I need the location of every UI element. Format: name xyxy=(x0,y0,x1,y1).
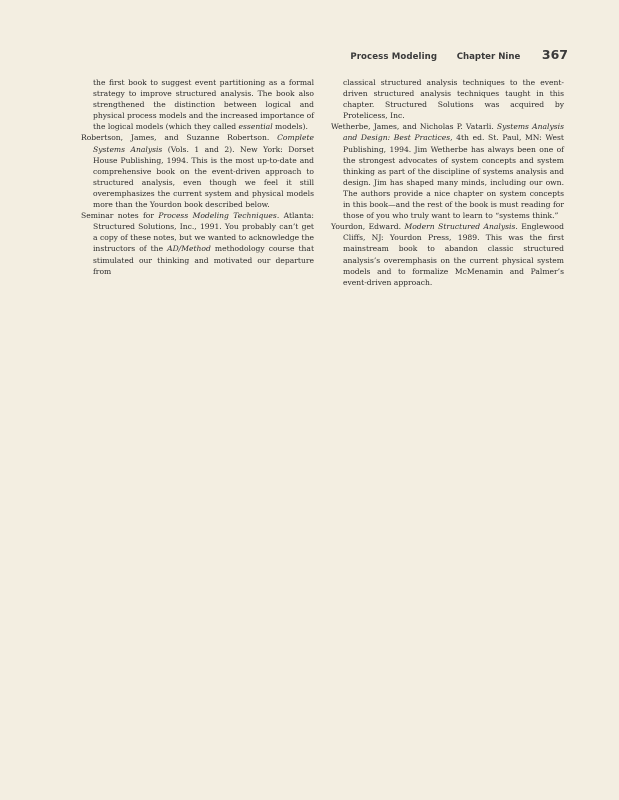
reference-entry-robertson: Robertson, James, and Suzanne Robertson. Complete Systems Analysis (Vols. 1 and 2). New York: Dorset House Publishing, 1994. This is the most up-to-date and comprehensive book on the event-driven approach to structured analysis, even though we feel it still overemphasizes the current system and physical models more than the Yourdon book described below. xyxy=(81,133,314,210)
reference-entry-yourdon: Yourdon, Edward. Modern Structured Analysis. Englewood Cliffs, NJ: Yourdon Press, 1989. This was the first mainstream book to abandon classic structured analysis’s overemphasis on the current physical system models and to formalize McMenamin and Palmer’s event-driven approach. xyxy=(331,222,564,287)
reference-continuation: the first book to suggest event partitioning as a formal strategy to improve structured analysis. The book also strengthened the distinction between logical and physical process models and the increased importance of the logical models (which they called essential models). xyxy=(93,78,315,132)
reference-entry-wetherbe: Wetherbe, James, and Nicholas P. Vatarli. Systems Analysis and Design: Best Practices, 4th ed. St. Paul, MN: West Publishing, 1994. Jim Wetherbe has always been one of the strongest advocates of system concepts and system thinking as part of the discipline of systems analysis and design. Jim has shaped many minds, including our own. The authors provide a nice chapter on system concepts in this book—and the rest of the book is must reading for those of you who truly want to learn to “systems think.” xyxy=(331,122,564,221)
left-column xyxy=(81,77,314,277)
reference-entry-seminar-notes: Seminar notes for Process Modeling Techniques. Atlanta: Structured Solutions, Inc., 1991. You probably can’t get a copy of these notes, but we wanted to acknowledge the instructors of the AD/Method methodology course that stimulated our thinking and motivated our departure from xyxy=(81,211,314,276)
page-number: 367 xyxy=(541,47,568,62)
reference-continuation: classical structured analysis techniques to the event-driven structured analysis techniques taught in this chapter. Structured Solutions was acquired by Protelicess, Inc. xyxy=(343,78,564,121)
right-column xyxy=(331,77,564,288)
chapter-label: Chapter Nine xyxy=(456,52,521,62)
section-title: Process Modeling xyxy=(350,52,438,62)
running-header xyxy=(0,44,568,63)
